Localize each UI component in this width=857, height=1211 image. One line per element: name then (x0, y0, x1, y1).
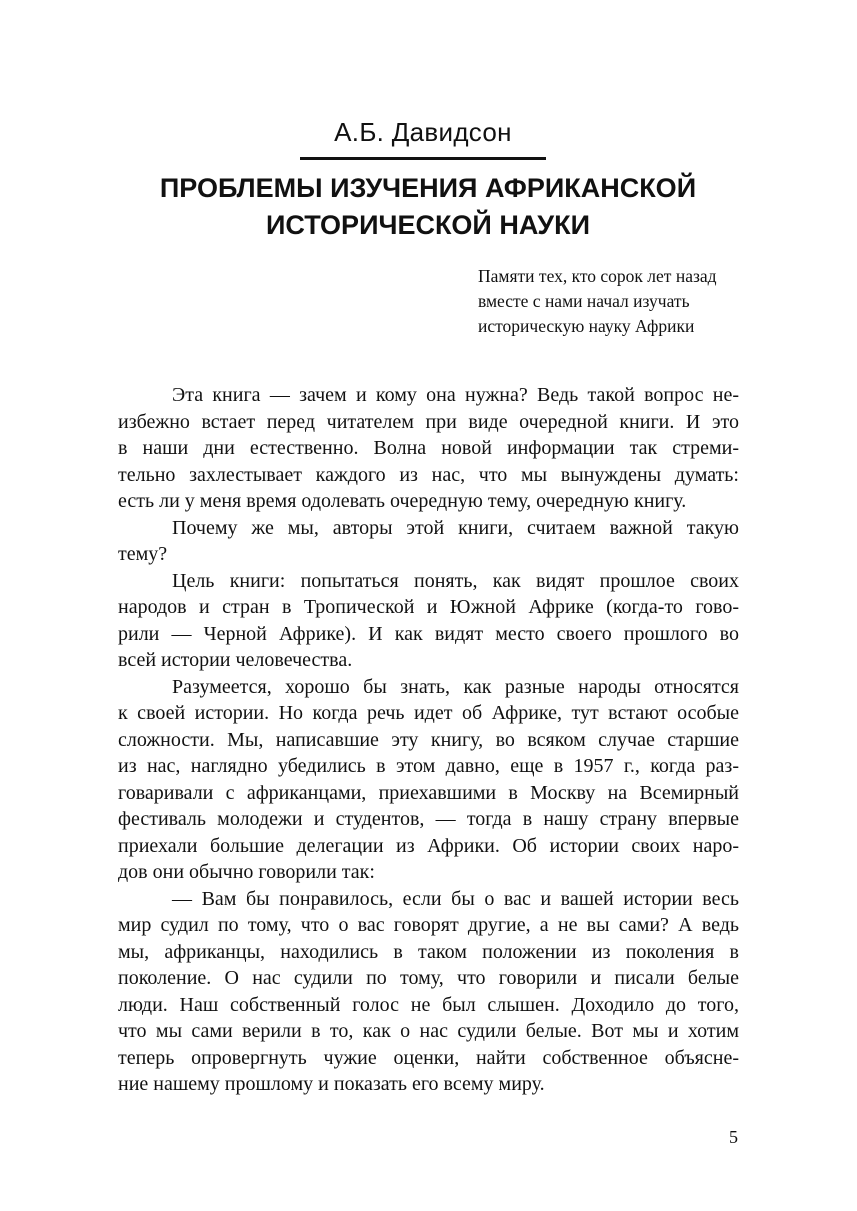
body-line: из нас, наглядно убедились в этом давно, еще в 1957 г., когда раз- (118, 755, 739, 777)
chapter-title-line: ПРОБЛЕМЫ ИЗУЧЕНИЯ АФРИКАНСКОЙ (159, 173, 697, 203)
epigraph-line: историческую науку Африки (478, 316, 695, 336)
body-line: тему? (118, 543, 168, 565)
body-text (118, 382, 739, 1098)
body-line: к своей истории. Но когда речь идет об Африке, тут встают особые (118, 702, 739, 724)
body-line: рили — Черной Африке). И как видят место своего прошлого во (118, 622, 739, 645)
body-line: народов и стран в Тропической и Южной Африке (когда-то гово- (118, 596, 739, 618)
epigraph-line: Памяти тех, кто сорок лет назад (478, 266, 717, 286)
body-line: люди. Наш собственный голос не был слышен. Доходило до того, (118, 993, 739, 1016)
epigraph-line: вместе с нами начал изучать (478, 291, 690, 311)
body-line: сложности. Мы, написавшие эту книгу, во всяком случае старшие (118, 728, 739, 751)
body-line: приехали большие делегации из Африки. Об истории своих наро- (118, 834, 739, 857)
chapter-title-line: ИСТОРИЧЕСКОЙ НАУКИ (266, 210, 590, 240)
body-line: теперь опровергнуть чужие оценки, найти собственное объясне- (118, 1046, 739, 1069)
body-line: дов они обычно говорили так: (118, 861, 375, 883)
epigraph (478, 264, 778, 339)
body-line: Разумеется, хорошо бы знать, как разные народы относятся (172, 675, 739, 698)
page-number: 5 (729, 1127, 738, 1147)
body-line: Эта книга — зачем и кому она нужна? Ведь такой вопрос не- (172, 384, 739, 406)
body-line: говаривали с африканцами, приехавшими в Москву на Всемирный (118, 781, 739, 804)
author-name: А.Б. Давидсон (334, 117, 512, 147)
body-line: Почему же мы, авторы этой книги, считаем важной такую (172, 516, 739, 539)
body-line: тельно захлестывает каждого из нас, что мы вынуждены думать: (118, 463, 739, 486)
body-line: избежно встает перед читателем при виде очередной книги. И это (118, 410, 739, 433)
body-line: всей истории человечества. (118, 649, 353, 671)
body-line: Цель книги: попытаться понять, как видят прошлое своих (172, 569, 739, 592)
body-line: в наши дни естественно. Волна новой информации так стреми- (118, 437, 739, 459)
body-line: мы, африканцы, находились в таком положении из поколения в (118, 940, 739, 963)
chapter-title (100, 170, 756, 244)
body-line: — Вам бы понравилось, если бы о вас и вашей истории весь (172, 887, 739, 910)
author-underline (300, 157, 546, 160)
body-line: поколение. О нас судили по тому, что говорили и писали белые (118, 967, 739, 989)
body-line: мир судил по тому, что о вас говорят другие, а не вы сами? А ведь (118, 914, 739, 936)
body-line: фестиваль молодежи и студентов, — тогда в нашу страну впервые (118, 808, 739, 830)
body-line: что мы сами верили в то, как о нас судили белые. Вот мы и хотим (118, 1020, 739, 1042)
body-line: ние нашему прошлому и показать его всему миру. (118, 1073, 545, 1095)
body-line: есть ли у меня время одолевать очередную тему, очередную книгу. (118, 490, 687, 512)
